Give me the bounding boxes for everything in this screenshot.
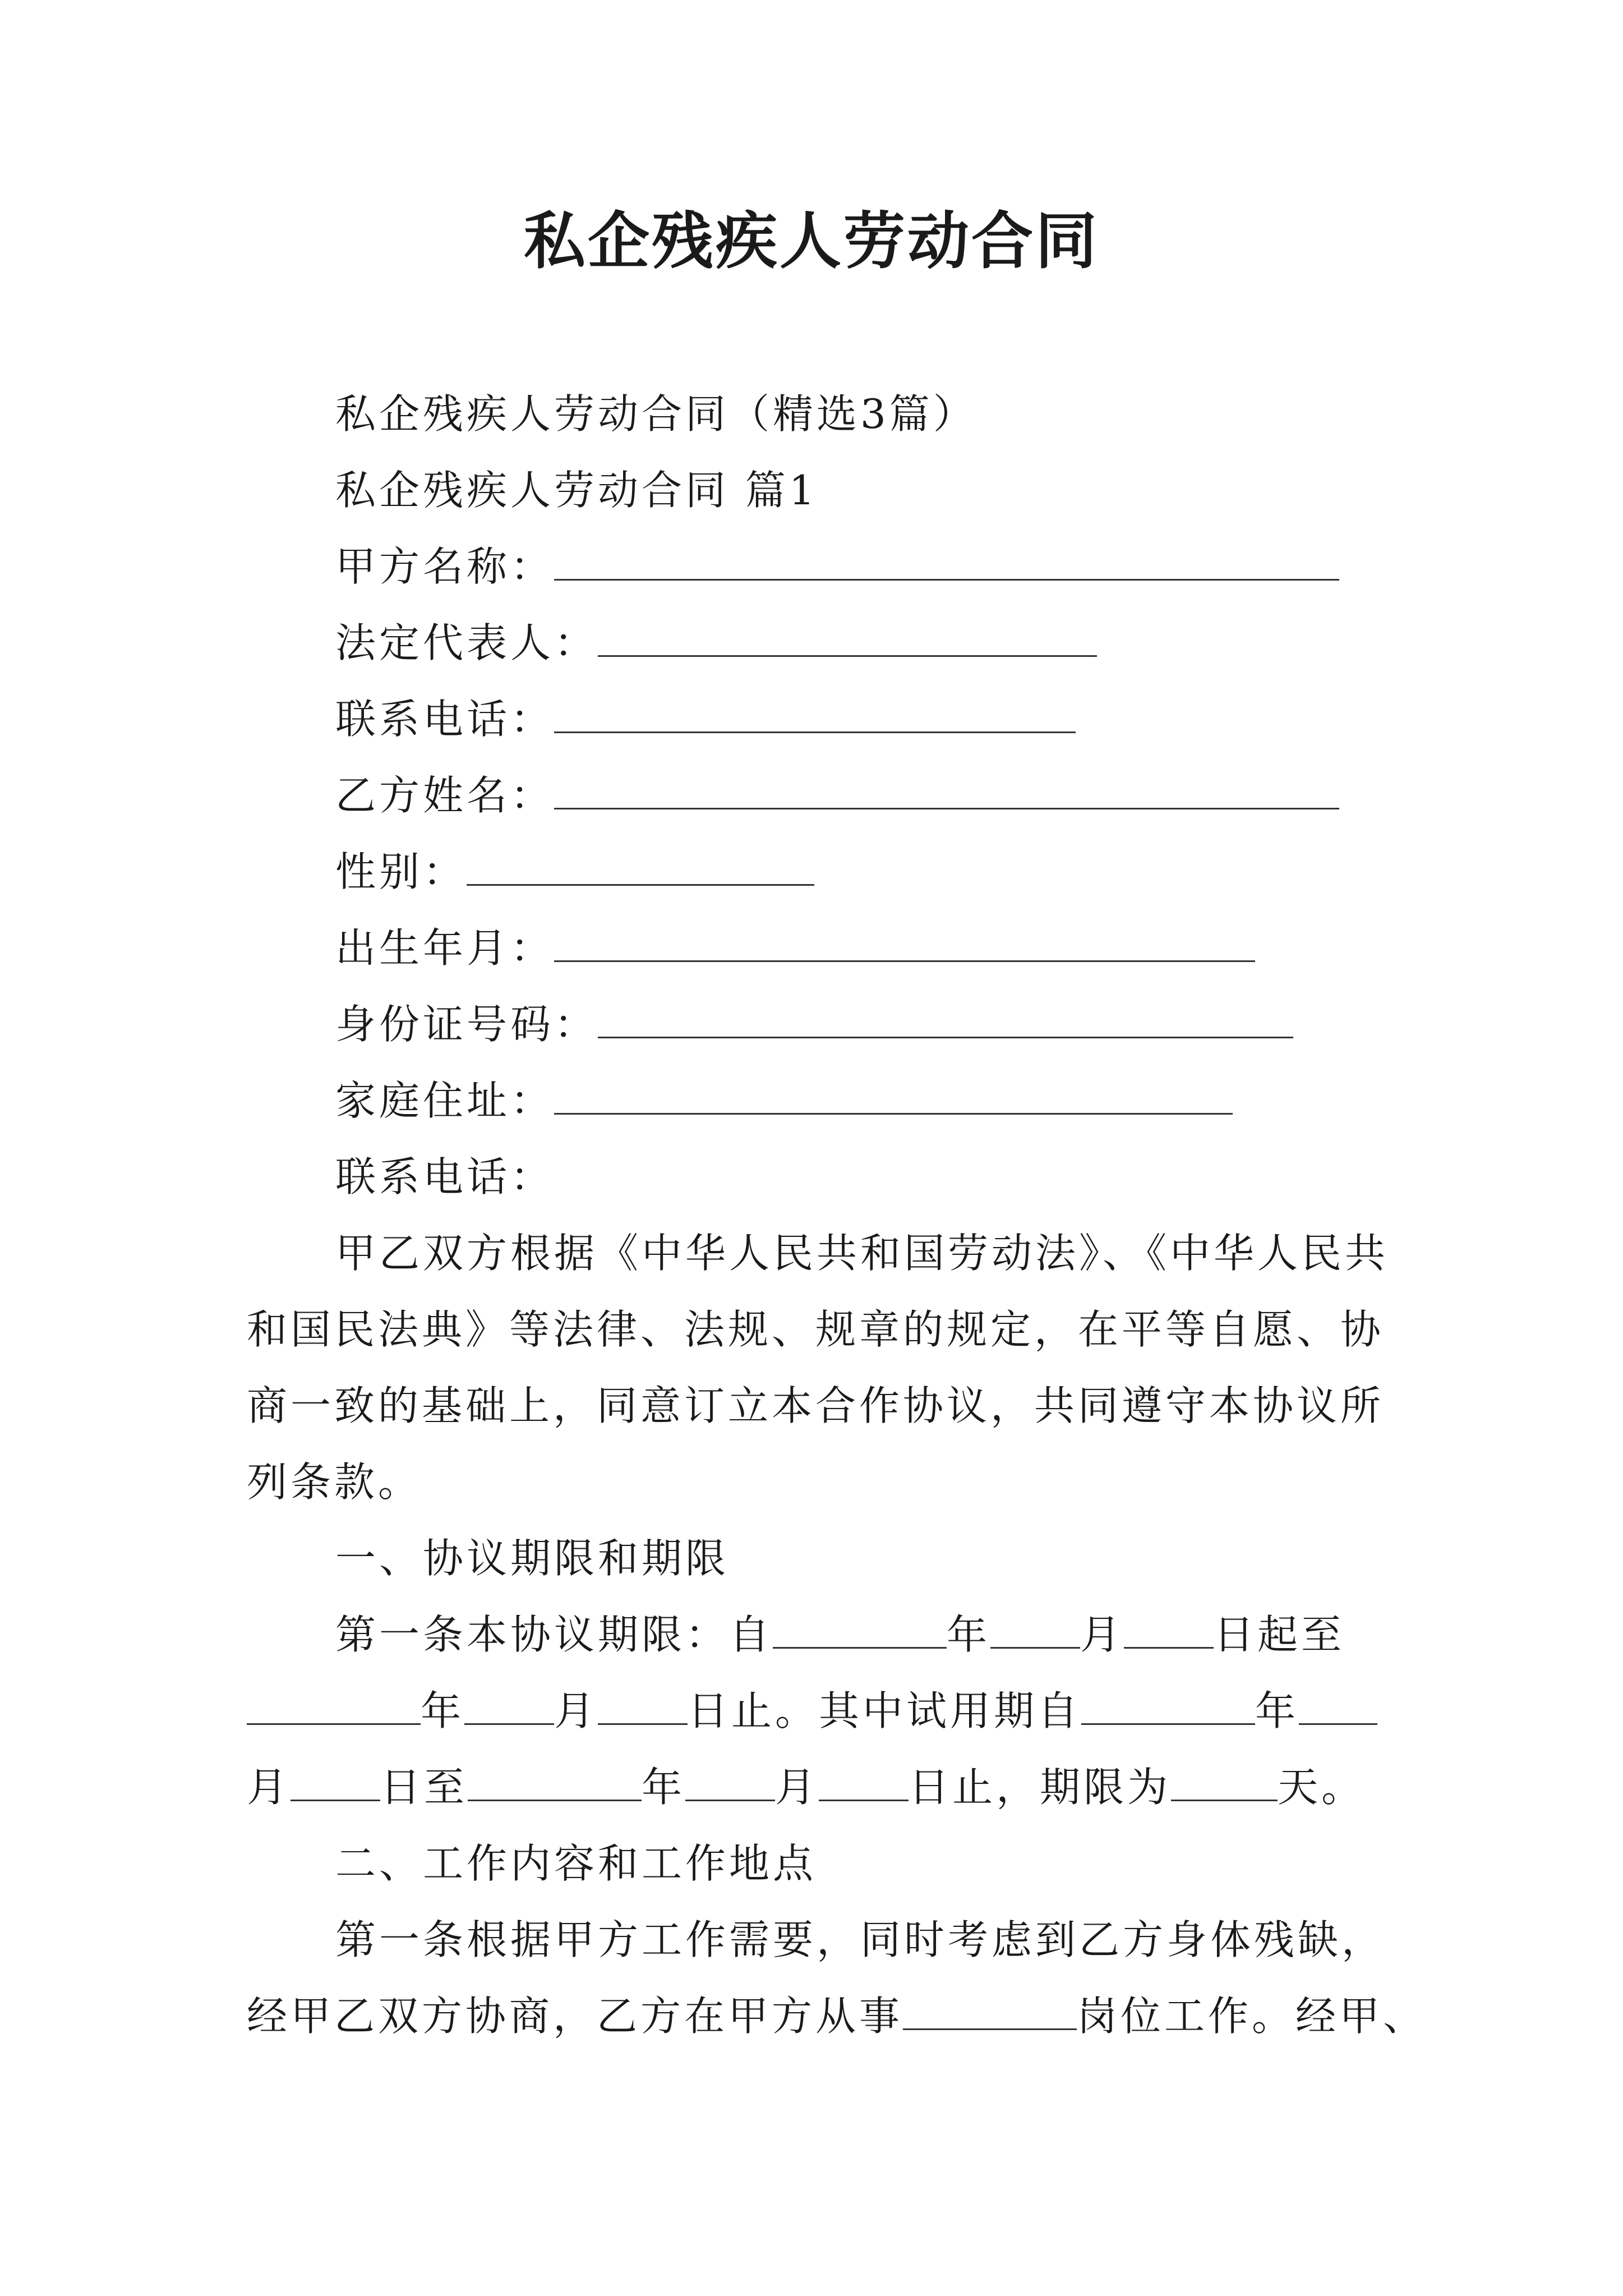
text: 经甲乙双方协商，乙方在甲方从事 (247, 1993, 903, 2040)
field-label: 甲方名称： (335, 543, 555, 590)
preamble-line: 和国民法典》等法律、法规、规章的规定，在平等自愿、协 (247, 1306, 1385, 1353)
blank-line[interactable] (1124, 1611, 1214, 1649)
text: 年 (1255, 1687, 1299, 1734)
text: 日起至 (1214, 1611, 1345, 1658)
section-heading: 二、工作内容和工作地点 (335, 1840, 817, 1887)
field-party-a-name (335, 540, 1339, 593)
term-line-3 (247, 1760, 1365, 1814)
blank-line[interactable] (554, 696, 1076, 733)
blank-line[interactable] (1171, 1764, 1278, 1801)
term-line-2 (247, 1684, 1377, 1738)
document-title: 私企残疾人劳动合同 (524, 205, 1099, 277)
field-label: 乙方姓名： (335, 772, 555, 819)
blank-line[interactable] (467, 848, 814, 886)
field-gender (335, 845, 814, 899)
blank-line[interactable] (554, 924, 1255, 962)
blank-line[interactable] (598, 619, 1097, 657)
field-birth (335, 921, 1255, 975)
preamble-line: 列条款。 (247, 1458, 422, 1506)
document-subtitle: 私企残疾人劳动合同（精选3篇） (335, 390, 977, 438)
field-legal-rep (335, 616, 1097, 670)
text: 月 (775, 1764, 819, 1811)
blank-line[interactable] (598, 1001, 1293, 1038)
blank-line[interactable] (598, 1687, 688, 1725)
blank-line[interactable] (990, 1611, 1080, 1649)
blank-line[interactable] (247, 1687, 421, 1725)
text: 年 (421, 1687, 465, 1734)
text: 月 (554, 1687, 598, 1734)
text: 天。 (1278, 1764, 1366, 1811)
text: 岗位工作。经甲、 (1077, 1993, 1427, 2040)
field-party-b-name (335, 769, 1339, 822)
text: 年 (642, 1764, 686, 1811)
field-label: 法定代表人： (335, 619, 598, 666)
text: 日止，期限为 (909, 1764, 1172, 1811)
blank-line[interactable] (819, 1764, 909, 1801)
field-label: 联系电话： (335, 1153, 555, 1200)
field-label: 身份证号码： (335, 1001, 598, 1048)
term-line-1 (335, 1608, 1345, 1662)
blank-line[interactable] (554, 543, 1339, 581)
blank-line[interactable] (291, 1764, 380, 1801)
blank-line[interactable] (554, 772, 1339, 809)
text: 月 (247, 1764, 291, 1811)
field-phone-b (335, 1150, 554, 1204)
blank-line[interactable] (903, 1993, 1077, 2030)
field-id-number (335, 997, 1293, 1051)
field-label: 出生年月： (335, 924, 555, 972)
preamble-line: 甲乙双方根据《中华人民共和国劳动法》、《中华人民共 (335, 1230, 1389, 1277)
blank-line[interactable] (554, 1077, 1233, 1115)
blank-line[interactable] (468, 1764, 642, 1801)
blank-line[interactable] (773, 1611, 947, 1649)
field-address (335, 1074, 1233, 1128)
text: 日止。其中试用期自 (688, 1687, 1082, 1734)
text: 月 (1080, 1611, 1124, 1658)
part-heading: 私企残疾人劳动合同 篇1 (335, 467, 818, 514)
text: 日至 (380, 1764, 468, 1811)
text: 年 (947, 1611, 991, 1658)
blank-line[interactable] (1299, 1687, 1377, 1725)
section-heading: 一、协议期限和期限 (335, 1535, 730, 1582)
text: 第一条本协议期限：自 (335, 1611, 773, 1658)
work-line-1: 第一条根据甲方工作需要，同时考虑到乙方身体残缺， (335, 1916, 1386, 1963)
blank-line[interactable] (464, 1687, 554, 1725)
field-label: 性别： (335, 848, 467, 895)
blank-line[interactable] (685, 1764, 775, 1801)
field-phone-a (335, 692, 1076, 746)
field-label: 联系电话： (335, 696, 555, 743)
field-label: 家庭住址： (335, 1077, 555, 1124)
work-line-2 (247, 1989, 1427, 2043)
preamble-line: 商一致的基础上，同意订立本合作协议，共同遵守本协议所 (247, 1382, 1385, 1429)
blank-line[interactable] (1081, 1687, 1255, 1725)
